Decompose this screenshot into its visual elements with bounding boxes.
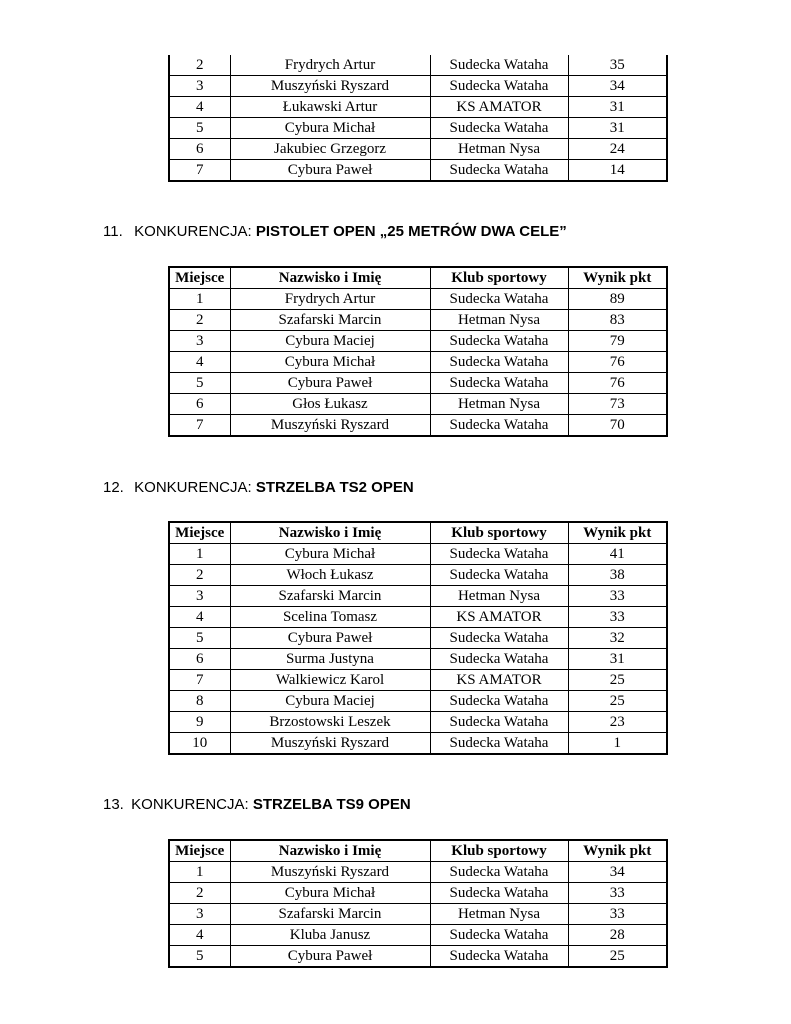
cell-name: Cybura Paweł <box>230 373 430 394</box>
column-header-score: Wynik pkt <box>568 267 667 289</box>
cell-club: Sudecka Wataha <box>430 289 568 310</box>
cell-score: 38 <box>568 565 667 586</box>
table-row <box>169 160 667 182</box>
cell-score: 24 <box>568 139 667 160</box>
cell-place: 10 <box>169 733 230 755</box>
table-row <box>169 670 667 691</box>
table-row <box>169 883 667 904</box>
cell-score: 89 <box>568 289 667 310</box>
table-body <box>169 55 667 181</box>
cell-place: 4 <box>169 607 230 628</box>
results-table-11 <box>168 266 668 437</box>
cell-score: 25 <box>568 946 667 968</box>
cell-place: 7 <box>169 670 230 691</box>
cell-name: Szafarski Marcin <box>230 586 430 607</box>
table-row <box>169 607 667 628</box>
cell-name: Muszyński Ryszard <box>230 415 430 437</box>
table-row <box>169 139 667 160</box>
cell-club: Hetman Nysa <box>430 139 568 160</box>
table-row <box>169 373 667 394</box>
table-row <box>169 649 667 670</box>
cell-club: Sudecka Wataha <box>430 160 568 182</box>
cell-club: Sudecka Wataha <box>430 628 568 649</box>
column-header-club: Klub sportowy <box>430 522 568 544</box>
cell-score: 83 <box>568 310 667 331</box>
cell-club: Sudecka Wataha <box>430 565 568 586</box>
cell-club: Sudecka Wataha <box>430 415 568 437</box>
cell-name: Frydrych Artur <box>230 55 430 76</box>
cell-place: 6 <box>169 649 230 670</box>
table-row <box>169 76 667 97</box>
cell-place: 4 <box>169 97 230 118</box>
cell-place: 3 <box>169 904 230 925</box>
column-header-place: Miejsce <box>169 522 230 544</box>
table-row <box>169 352 667 373</box>
cell-club: Sudecka Wataha <box>430 733 568 755</box>
cell-place: 8 <box>169 691 230 712</box>
cell-score: 1 <box>568 733 667 755</box>
cell-place: 2 <box>169 883 230 904</box>
cell-name: Muszyński Ryszard <box>230 733 430 755</box>
section-number: 11. <box>103 223 123 240</box>
cell-score: 23 <box>568 712 667 733</box>
section-heading-12 <box>103 479 414 496</box>
cell-place: 5 <box>169 118 230 139</box>
table-row <box>169 394 667 415</box>
section-number: 13. <box>103 796 124 813</box>
cell-name: Surma Justyna <box>230 649 430 670</box>
cell-club: Sudecka Wataha <box>430 883 568 904</box>
event-name: STRZELBA TS9 OPEN <box>252 796 411 813</box>
cell-score: 31 <box>568 649 667 670</box>
cell-club: Hetman Nysa <box>430 586 568 607</box>
cell-club: Sudecka Wataha <box>430 946 568 968</box>
results-table-13 <box>168 839 668 968</box>
cell-score: 76 <box>568 352 667 373</box>
cell-place: 2 <box>169 55 230 76</box>
cell-name: Cybura Paweł <box>230 160 430 182</box>
table-body <box>169 862 667 968</box>
cell-club: Sudecka Wataha <box>430 925 568 946</box>
cell-place: 1 <box>169 862 230 883</box>
cell-place: 4 <box>169 925 230 946</box>
table-row <box>169 289 667 310</box>
cell-club: Sudecka Wataha <box>430 862 568 883</box>
cell-club: Sudecka Wataha <box>430 649 568 670</box>
cell-score: 28 <box>568 925 667 946</box>
column-header-score: Wynik pkt <box>568 840 667 862</box>
cell-place: 3 <box>169 586 230 607</box>
cell-club: Hetman Nysa <box>430 904 568 925</box>
table-row <box>169 733 667 755</box>
cell-place: 5 <box>169 628 230 649</box>
column-header-name: Nazwisko i Imię <box>230 267 430 289</box>
table-header-row <box>169 267 667 289</box>
cell-club: Sudecka Wataha <box>430 352 568 373</box>
cell-score: 70 <box>568 415 667 437</box>
cell-place: 4 <box>169 352 230 373</box>
cell-name: Cybura Michał <box>230 352 430 373</box>
cell-place: 2 <box>169 310 230 331</box>
cell-club: Sudecka Wataha <box>430 76 568 97</box>
cell-place: 3 <box>169 331 230 352</box>
cell-name: Cybura Michał <box>230 883 430 904</box>
section-number: 12. <box>103 479 124 496</box>
table-row <box>169 862 667 883</box>
cell-name: Scelina Tomasz <box>230 607 430 628</box>
table-row <box>169 310 667 331</box>
cell-score: 33 <box>568 883 667 904</box>
column-header-club: Klub sportowy <box>430 840 568 862</box>
cell-name: Walkiewicz Karol <box>230 670 430 691</box>
cell-score: 35 <box>568 55 667 76</box>
column-header-place: Miejsce <box>169 267 230 289</box>
table-header-row <box>169 522 667 544</box>
cell-score: 34 <box>568 76 667 97</box>
cell-club: KS AMATOR <box>430 670 568 691</box>
column-header-score: Wynik pkt <box>568 522 667 544</box>
cell-name: Cybura Paweł <box>230 946 430 968</box>
cell-score: 76 <box>568 373 667 394</box>
cell-score: 33 <box>568 904 667 925</box>
event-name: STRZELBA TS2 OPEN <box>255 479 414 496</box>
cell-name: Jakubiec Grzegorz <box>230 139 430 160</box>
cell-club: Hetman Nysa <box>430 394 568 415</box>
table-row <box>169 544 667 565</box>
cell-name: Włoch Łukasz <box>230 565 430 586</box>
table-row <box>169 118 667 139</box>
cell-name: Głos Łukasz <box>230 394 430 415</box>
cell-score: 34 <box>568 862 667 883</box>
table-row <box>169 628 667 649</box>
cell-score: 33 <box>568 586 667 607</box>
results-table-12 <box>168 521 668 755</box>
cell-place: 6 <box>169 394 230 415</box>
cell-place: 9 <box>169 712 230 733</box>
cell-score: 32 <box>568 628 667 649</box>
column-header-club: Klub sportowy <box>430 267 568 289</box>
table-row <box>169 331 667 352</box>
cell-name: Cybura Maciej <box>230 331 430 352</box>
cell-name: Cybura Michał <box>230 118 430 139</box>
section-heading-11 <box>103 223 567 240</box>
table-row <box>169 55 667 76</box>
table-row <box>169 691 667 712</box>
cell-club: Sudecka Wataha <box>430 544 568 565</box>
cell-club: Sudecka Wataha <box>430 55 568 76</box>
cell-club: Sudecka Wataha <box>430 691 568 712</box>
cell-name: Frydrych Artur <box>230 289 430 310</box>
column-header-name: Nazwisko i Imię <box>230 840 430 862</box>
cell-name: Muszyński Ryszard <box>230 76 430 97</box>
cell-club: Sudecka Wataha <box>430 373 568 394</box>
cell-place: 6 <box>169 139 230 160</box>
cell-club: KS AMATOR <box>430 97 568 118</box>
cell-score: 33 <box>568 607 667 628</box>
column-header-place: Miejsce <box>169 840 230 862</box>
cell-name: Cybura Paweł <box>230 628 430 649</box>
cell-place: 3 <box>169 76 230 97</box>
cell-name: Muszyński Ryszard <box>230 862 430 883</box>
section-label: KONKURENCJA: <box>131 796 249 813</box>
table-header-row <box>169 840 667 862</box>
table-row <box>169 565 667 586</box>
cell-name: Cybura Maciej <box>230 691 430 712</box>
cell-score: 25 <box>568 670 667 691</box>
cell-score: 79 <box>568 331 667 352</box>
table-row <box>169 415 667 437</box>
cell-club: Sudecka Wataha <box>430 118 568 139</box>
cell-score: 31 <box>568 97 667 118</box>
table-row <box>169 925 667 946</box>
cell-place: 1 <box>169 289 230 310</box>
section-label: KONKURENCJA: <box>134 479 252 496</box>
table-body <box>169 289 667 437</box>
cell-score: 41 <box>568 544 667 565</box>
cell-name: Kluba Janusz <box>230 925 430 946</box>
cell-place: 7 <box>169 160 230 182</box>
table-row <box>169 904 667 925</box>
table-row <box>169 712 667 733</box>
section-label: KONKURENCJA: <box>134 223 252 240</box>
table-row <box>169 946 667 968</box>
cell-score: 73 <box>568 394 667 415</box>
cell-place: 5 <box>169 373 230 394</box>
column-header-name: Nazwisko i Imię <box>230 522 430 544</box>
results-table-continued <box>168 55 668 182</box>
cell-name: Brzostowski Leszek <box>230 712 430 733</box>
section-heading-13 <box>103 796 411 813</box>
cell-place: 2 <box>169 565 230 586</box>
cell-name: Szafarski Marcin <box>230 904 430 925</box>
cell-place: 1 <box>169 544 230 565</box>
cell-club: Sudecka Wataha <box>430 331 568 352</box>
cell-place: 7 <box>169 415 230 437</box>
cell-score: 14 <box>568 160 667 182</box>
table-row <box>169 97 667 118</box>
cell-name: Cybura Michał <box>230 544 430 565</box>
cell-name: Szafarski Marcin <box>230 310 430 331</box>
cell-score: 25 <box>568 691 667 712</box>
cell-place: 5 <box>169 946 230 968</box>
cell-club: KS AMATOR <box>430 607 568 628</box>
cell-club: Hetman Nysa <box>430 310 568 331</box>
cell-name: Łukawski Artur <box>230 97 430 118</box>
cell-score: 31 <box>568 118 667 139</box>
table-body <box>169 544 667 755</box>
event-name: PISTOLET OPEN „25 METRÓW DWA CELE” <box>255 223 567 240</box>
table-row <box>169 586 667 607</box>
cell-club: Sudecka Wataha <box>430 712 568 733</box>
